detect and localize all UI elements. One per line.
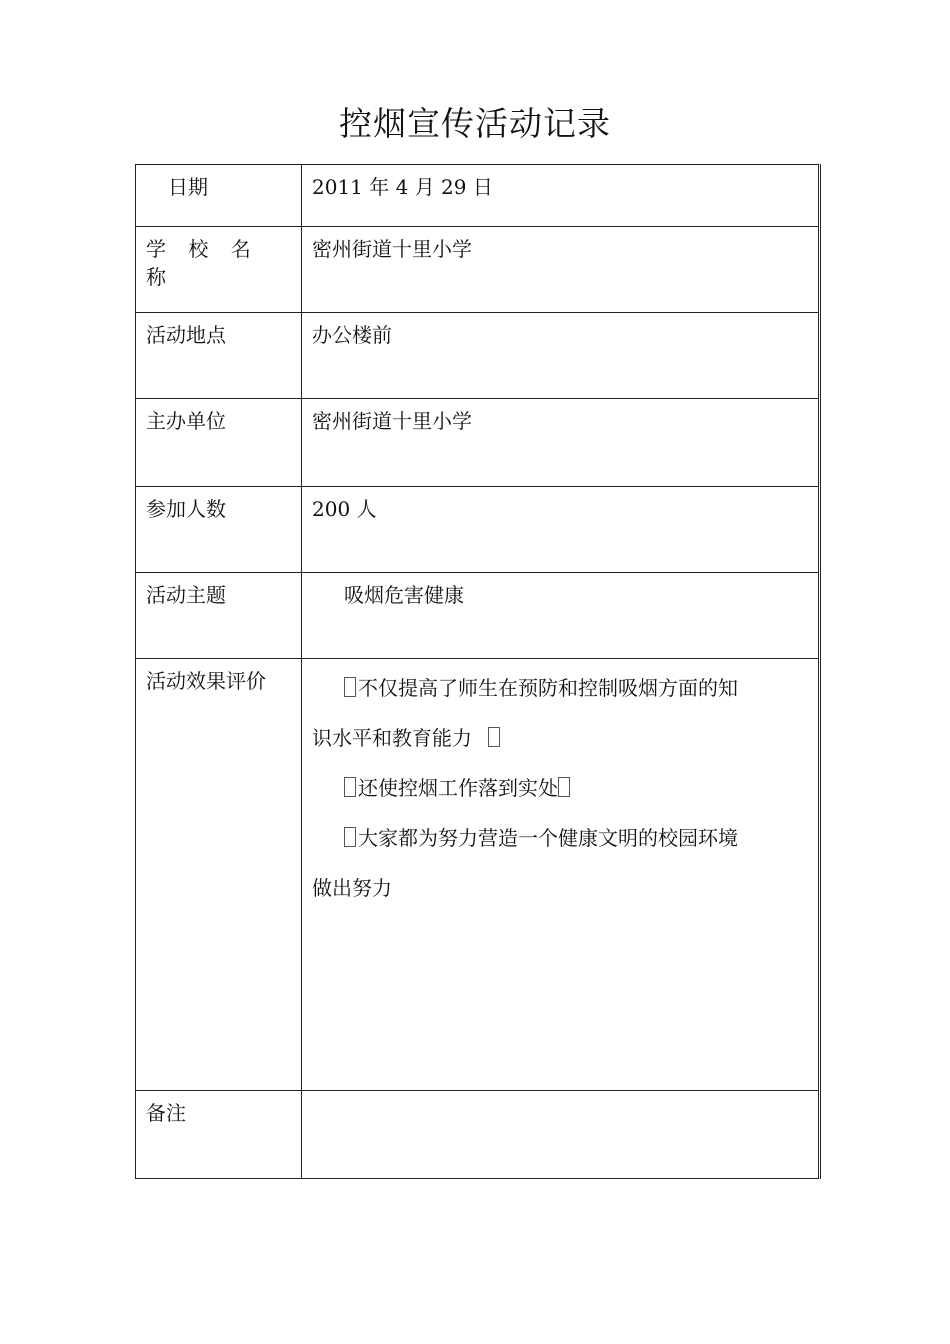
record-table bbox=[135, 164, 821, 1179]
evaluation-line-2 bbox=[312, 763, 808, 813]
school-label bbox=[136, 227, 302, 313]
theme-label: 活动主题 bbox=[136, 573, 302, 659]
evaluation-line-3-cont-text: 做出努力 bbox=[312, 876, 392, 900]
theme-value bbox=[302, 573, 820, 659]
table-row-school bbox=[136, 227, 820, 313]
table-row-evaluation bbox=[136, 659, 820, 1091]
evaluation-line-1 bbox=[312, 663, 808, 713]
table-row-location bbox=[136, 313, 820, 399]
date-label bbox=[136, 165, 302, 227]
bullet-marker-icon bbox=[344, 827, 356, 847]
table-row-organizer bbox=[136, 399, 820, 487]
evaluation-line-1-cont-text: 识水平和教育能力 bbox=[312, 726, 472, 750]
evaluation-line-3-text: 大家都为努力营造一个健康文明的校园环境 bbox=[358, 826, 738, 850]
evaluation-line-3-cont bbox=[312, 863, 808, 913]
table-row-participants bbox=[136, 487, 820, 573]
theme-value-text: 吸烟危害健康 bbox=[344, 583, 464, 607]
organizer-label: 主办单位 bbox=[136, 399, 302, 487]
evaluation-line-1-cont bbox=[312, 713, 808, 763]
location-value: 办公楼前 bbox=[302, 313, 820, 399]
date-label-text: 日期 bbox=[168, 175, 208, 199]
school-value: 密州街道十里小学 bbox=[302, 227, 820, 313]
evaluation-value bbox=[302, 659, 820, 1091]
table-row-date bbox=[136, 165, 820, 227]
evaluation-line-3 bbox=[312, 813, 808, 863]
remarks-label: 备注 bbox=[136, 1091, 302, 1179]
page-title: 控烟宣传活动记录 bbox=[339, 104, 611, 143]
bullet-marker-icon bbox=[344, 677, 356, 697]
bullet-marker-icon bbox=[344, 777, 356, 797]
bullet-marker-icon bbox=[558, 777, 570, 797]
remarks-value bbox=[302, 1091, 820, 1179]
table-row-remarks bbox=[136, 1091, 820, 1179]
evaluation-line-2-text: 还使控烟工作落到实处 bbox=[358, 776, 558, 800]
organizer-value: 密州街道十里小学 bbox=[302, 399, 820, 487]
participants-label: 参加人数 bbox=[136, 487, 302, 573]
school-label-text: 学 校 名 称 bbox=[146, 237, 259, 289]
participants-value: 200 人 bbox=[302, 487, 820, 573]
table-row-theme bbox=[136, 573, 820, 659]
evaluation-label: 活动效果评价 bbox=[136, 659, 302, 1091]
location-label: 活动地点 bbox=[136, 313, 302, 399]
date-value: 2011 年 4 月 29 日 bbox=[302, 165, 820, 227]
bullet-marker-icon bbox=[488, 727, 500, 747]
evaluation-line-1-text: 不仅提高了师生在预防和控制吸烟方面的知 bbox=[358, 676, 738, 700]
